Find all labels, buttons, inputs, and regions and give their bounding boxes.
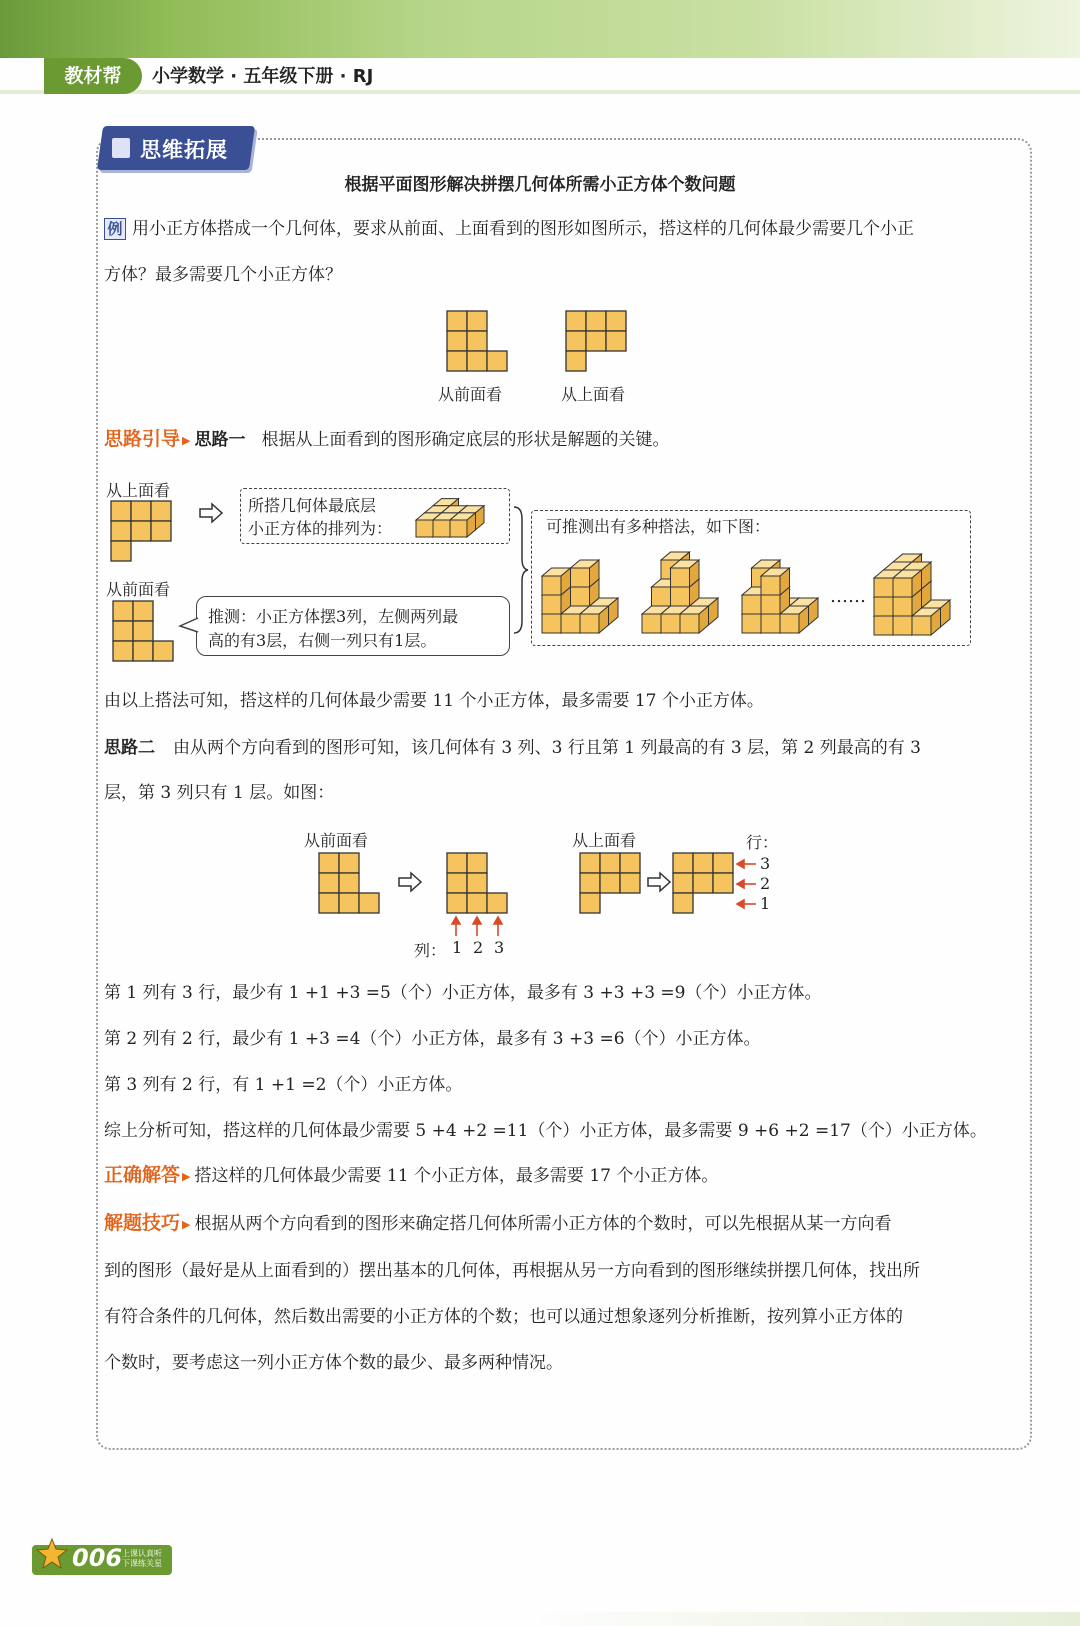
book-title: 小学数学 · 五年级下册 · RJ [152, 66, 374, 87]
guide-label: 思路引导 [104, 428, 181, 450]
example-line2: 方体？最多需要几个小正方体？ [104, 265, 342, 285]
grid-square [359, 893, 379, 913]
grid-square [600, 853, 620, 873]
grid-square [713, 853, 733, 873]
answer-label: 正确解答 [104, 1164, 181, 1186]
guess-line1: 推测：小正方体摆3列，左侧两列最 [208, 607, 459, 626]
grid-square [566, 331, 586, 351]
book-icon [112, 138, 130, 158]
grid-square [319, 873, 339, 893]
grid-square [467, 893, 487, 913]
guide-top-caption: 从上面看 [106, 481, 171, 500]
tip-line1: 解题技巧 ▶ 根据从两个方向看到的图形来确定搭几何体所需小正方体的个数时，可以先根据从某一方向看 [104, 1212, 892, 1234]
grid-square [467, 311, 487, 331]
example-caption-front: 从前面看 [438, 385, 503, 404]
star-mascot-icon [36, 1538, 68, 1570]
guide-front-view [112, 600, 182, 670]
idea2-line2: 层，第 3 列只有 1 层。如图： [104, 783, 335, 803]
header-divider [0, 90, 1080, 94]
tip-line2: 到的图形（最好是从上面看到的）摆出基本的几何体，再根据从另一方向看到的图形继续拼摆几何体，找出所 [104, 1261, 920, 1281]
grid-square [693, 873, 713, 893]
possible-arrangement-2 [640, 542, 730, 638]
row-arrows [736, 856, 758, 916]
example-badge: 例 [104, 218, 126, 240]
grid-square [580, 873, 600, 893]
idea2-calc-line1: 第 1 列有 3 行，最少有 1 +1 +3 =5（个）小正方体，最多有 3 +3 +3 =9（个）小正方体。 [104, 983, 822, 1003]
grid-square [580, 893, 600, 913]
grid-square [113, 601, 133, 621]
row-number-1: 1 [760, 894, 771, 913]
guide-conclusion: 由以上搭法可知，搭这样的几何体最少需要 11 个小正方体，最多需要 17 个小正方体。 [104, 691, 764, 711]
example-top-view [565, 310, 635, 380]
bottom-layer-line2: 小正方体的排列为： [248, 519, 393, 538]
book-tag: 教材帮 [44, 58, 142, 94]
grid-square [600, 873, 620, 893]
idea2-top-view-rows [672, 852, 742, 922]
grid-square [133, 641, 153, 661]
grid-square [586, 311, 606, 331]
answer-text: 搭这样的几何体最少需要 11 个小正方体，最多需要 17 个小正方体。 [194, 1166, 719, 1186]
idea2-calc-line2: 第 2 列有 2 行，最少有 1 +3 =4（个）小正方体，最多有 3 +3 =6（个）小正方体。 [104, 1029, 761, 1049]
column-number-2: 2 [473, 938, 484, 957]
idea2-caption-front: 从前面看 [304, 831, 369, 850]
grid-square [151, 521, 171, 541]
grid-square [566, 351, 586, 371]
page-number: 006 [72, 1544, 123, 1572]
grid-square [487, 893, 507, 913]
guess-line2: 高的有3层，右侧一列只有1层。 [208, 631, 437, 650]
bottom-layer-line1: 所搭几何体最底层 [248, 496, 377, 515]
row-number-3: 3 [760, 854, 771, 873]
grid-square [606, 311, 626, 331]
speech-tail [178, 616, 200, 634]
guide-front-caption: 从前面看 [106, 580, 171, 599]
grid-square [447, 853, 467, 873]
cube [680, 606, 709, 633]
grid-square [339, 873, 359, 893]
grid-square [467, 351, 487, 371]
tip-label: 解题技巧 [104, 1212, 181, 1234]
idea2-calc-line3: 第 3 列有 2 行，有 1 +1 =2（个）小正方体。 [104, 1075, 463, 1095]
grid-square [113, 621, 133, 641]
grid-square [620, 873, 640, 893]
grid-square [113, 641, 133, 661]
brace-icon [512, 505, 530, 635]
grid-square [586, 331, 606, 351]
cube [571, 560, 600, 587]
grid-square [693, 853, 713, 873]
right-arrow-icon [198, 503, 224, 523]
example-front-view [446, 310, 516, 380]
cube [671, 560, 700, 587]
guide-heading [104, 428, 669, 452]
bottom-layer-cubes [414, 490, 504, 540]
footer-slogan: 上课认真听 下课练关星 [122, 1549, 162, 1568]
idea2-label: 思路二 [104, 738, 155, 758]
answer [104, 1164, 718, 1188]
grid-square [111, 541, 131, 561]
grid-square [673, 853, 693, 873]
cube [542, 568, 571, 595]
grid-square [713, 873, 733, 893]
grid-square [319, 893, 339, 913]
section-banner-label: 思维拓展 [140, 138, 228, 162]
grid-square [467, 873, 487, 893]
section-title: 根据平面图形解决拼摆几何体所需小正方体个数问题 [344, 175, 736, 195]
cube [893, 570, 922, 597]
grid-square [111, 501, 131, 521]
idea2-line1: 思路二 由从两个方向看到的图形可知，该几何体有 3 列、3 行且第 1 列最高的有 3 层，第 2 列最高的有 3 [104, 738, 921, 758]
grid-square [153, 641, 173, 661]
possibilities-title: 可推测出有多种搭法，如下图： [546, 517, 771, 536]
grid-square [133, 601, 153, 621]
grid-square [319, 853, 339, 873]
column-number-3: 3 [494, 938, 505, 957]
bottom-decoration [520, 1612, 1080, 1626]
grid-square [131, 501, 151, 521]
grid-square [447, 893, 467, 913]
grid-square [133, 621, 153, 641]
grid-square [339, 853, 359, 873]
grid-square [131, 521, 151, 541]
grid-square [447, 873, 467, 893]
right-arrow-icon [646, 872, 672, 892]
header-band [0, 0, 1080, 58]
grid-square [447, 351, 467, 371]
idea2-summary: 综上分析可知，搭这样的几何体最少需要 5 +4 +2 =11（个）小正方体，最多需要 9 +6 +2 =17（个）小正方体。 [104, 1121, 987, 1141]
grid-square [467, 853, 487, 873]
tip-line4: 个数时，要考虑这一列小正方体个数的最少、最多两种情况。 [104, 1353, 563, 1373]
guide-sub-label: 思路一 [194, 430, 246, 450]
grid-square [673, 873, 693, 893]
column-arrows [446, 916, 512, 938]
grid-square [606, 331, 626, 351]
label-arrow-icon: ▶ [182, 1217, 191, 1231]
cube [450, 513, 476, 537]
row-label: 行： [746, 833, 779, 852]
possible-arrangement-1 [540, 542, 630, 638]
possible-arrangement-4 [872, 540, 968, 638]
guide-top-view [110, 500, 180, 570]
row-number-2: 2 [760, 874, 771, 893]
idea2-front-view [318, 852, 388, 922]
right-arrow-icon [397, 872, 423, 892]
idea2-top-view [579, 852, 649, 922]
idea2-front-view-columns [446, 852, 516, 922]
grid-square [447, 331, 467, 351]
grid-square [673, 893, 693, 913]
guide-text: 根据从上面看到的图形确定底层的形状是解题的关键。 [261, 430, 670, 450]
grid-square [151, 501, 171, 521]
tip-line3: 有符合条件的几何体，然后数出需要的小正方体的个数；也可以通过想象逐列分析推断，按列算小正方体的 [104, 1307, 903, 1327]
grid-square [339, 893, 359, 913]
ellipsis: …… [830, 586, 866, 607]
grid-square [467, 331, 487, 351]
example-line1: 例 用小正方体搭成一个几何体，要求从前面、上面看到的图形如图所示，搭这样的几何体最少需要几个小正 [104, 218, 914, 240]
grid-square [487, 351, 507, 371]
column-label: 列： [414, 941, 447, 960]
idea2-caption-top: 从上面看 [572, 831, 637, 850]
label-arrow-icon: ▶ [182, 433, 191, 447]
cube [761, 568, 790, 595]
cube [580, 606, 609, 633]
grid-square [620, 853, 640, 873]
example-caption-top: 从上面看 [561, 385, 626, 404]
label-arrow-icon: ▶ [182, 1169, 191, 1183]
possible-arrangement-3 [740, 542, 830, 638]
grid-square [447, 311, 467, 331]
grid-square [566, 311, 586, 331]
column-number-1: 1 [452, 938, 463, 957]
grid-square [580, 853, 600, 873]
grid-square [111, 521, 131, 541]
